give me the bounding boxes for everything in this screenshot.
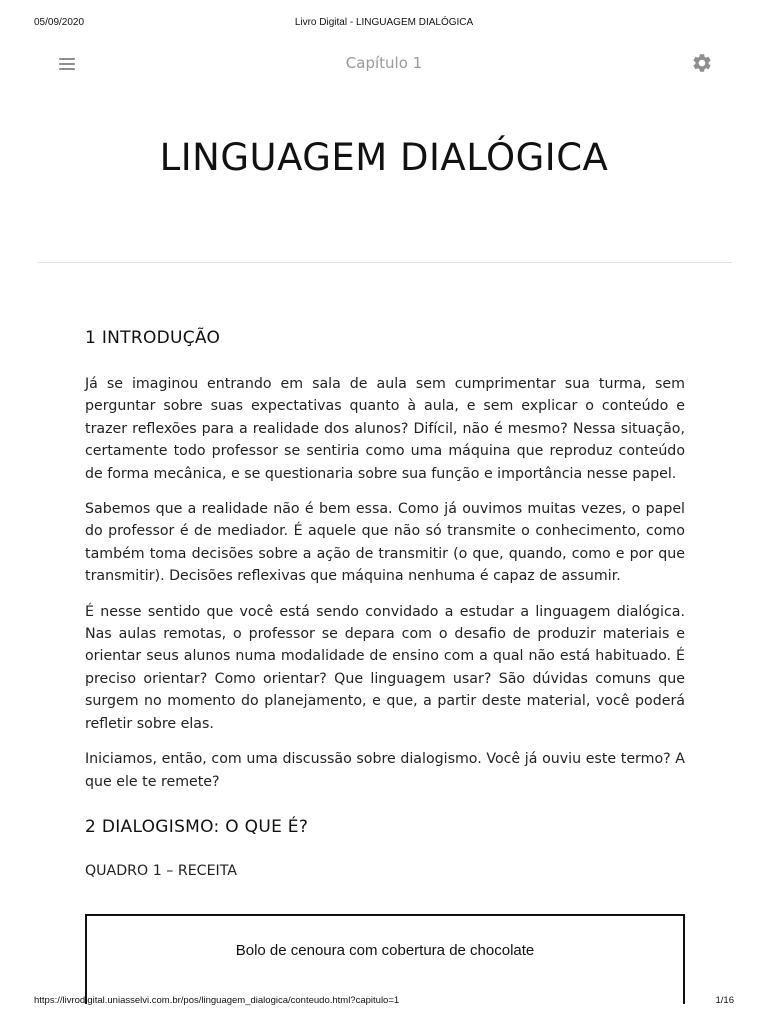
app-bar [0, 44, 768, 84]
print-url: https://livrodigital.uniasselvi.com.br/pos/linguagem_dialogica/conteudo.html?capitulo=1 [34, 995, 400, 1006]
paragraph: Já se imaginou entrando em sala de aula sem cumprimentar sua turma, sem perguntar sobre suas expectativas quanto à aula, e sem explicar o conteúdo e trazer reflexões para a realidade dos alunos? Difícil, não é mesmo? Nessa situação, certamente todo professor se sentiria como uma máquina que reproduz conteúdo de forma mecânica, e se questionaria sobre sua função e importância nesse papel. [85, 376, 685, 482]
gear-icon[interactable] [691, 52, 713, 74]
quadro-label: QUADRO 1 – RECEITA [85, 862, 238, 879]
page-title: LINGUAGEM DIALÓGICA [159, 136, 609, 179]
section-heading-introducao: 1 INTRODUÇÃO [85, 328, 221, 348]
print-header [0, 17, 768, 31]
section-heading-dialogismo: 2 DIALOGISMO: O QUE É? [85, 816, 309, 837]
paragraph: Iniciamos, então, com uma discussão sobre dialogismo. Você já ouviu este termo? A que ele te remete? [85, 751, 685, 790]
recipe-title: Bolo de cenoura com cobertura de chocolate [235, 942, 535, 959]
print-document-title: Livro Digital - LINGUAGEM DIALÓGICA [294, 17, 474, 28]
print-page-count: 1/16 [715, 995, 734, 1006]
print-footer [0, 995, 768, 1009]
title-divider [38, 262, 732, 263]
chapter-label: Capítulo 1 [345, 54, 423, 72]
paragraph: Sabemos que a realidade não é bem essa. Como já ouvimos muitas vezes, o papel do professor é de mediador. É aquele que não só transmite o conhecimento, como também toma decisões sobre a ação de transmitir (o que, quando, como e por que transmitir). Decisões reflexivas que máquina nenhuma é capaz de assumir. [85, 501, 685, 585]
recipe-box [85, 914, 685, 1004]
paragraph: É nesse sentido que você está sendo convidado a estudar a linguagem dialógica. Nas aulas remotas, o professor se depara com o desafio de produzir materiais e orientar seus alunos numa modalidade de ensino com a qual não está habituado. É preciso orientar? Como orientar? Que linguagem usar? São dúvidas comuns que surgem no momento do planejamento, e que, a partir deste material, você poderá refletir sobre elas. [85, 603, 685, 732]
chapter-content [85, 328, 685, 879]
print-date: 05/09/2020 [34, 17, 85, 28]
